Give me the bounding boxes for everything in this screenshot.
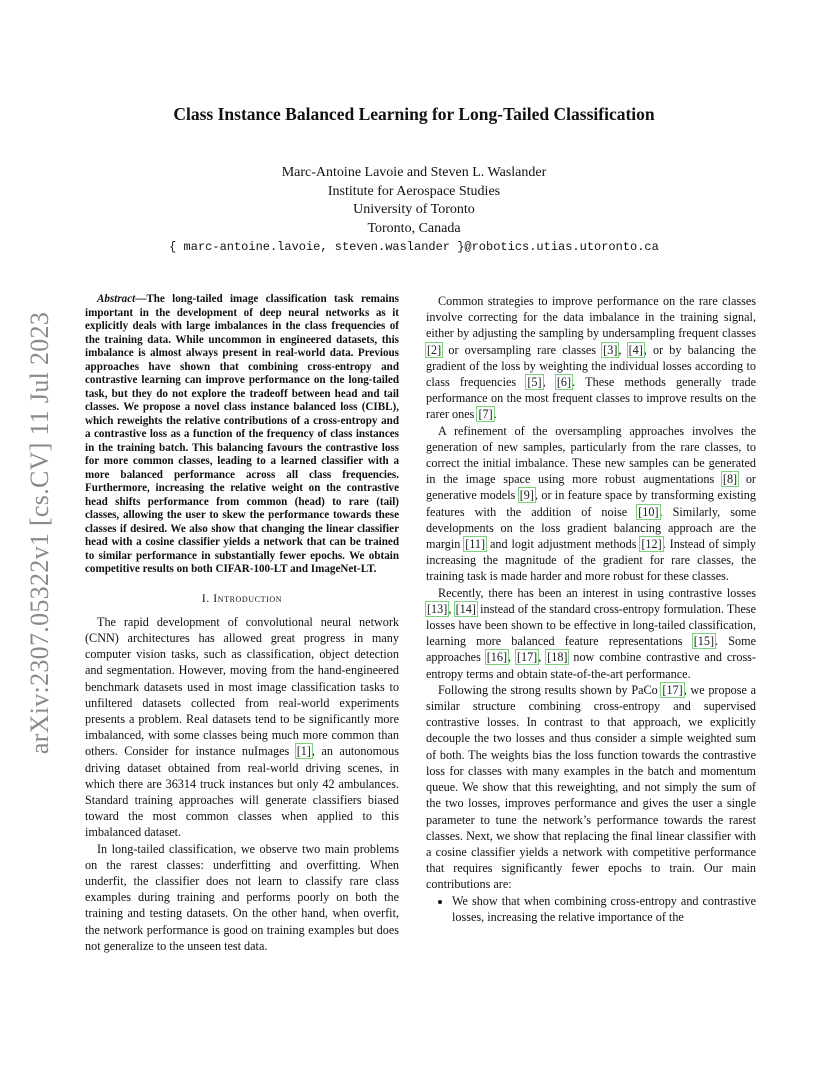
text-span: . Some approaches — [426, 634, 756, 665]
right-column — [426, 293, 756, 925]
text-span: now combine contrastive and cross-entropy terms and obtain state-of-the-art performance. — [426, 650, 756, 681]
citation-link[interactable]: [4] — [628, 342, 643, 357]
text-span: , or in feature space by transforming existing features with the addition of noise — [426, 488, 756, 519]
text-span: Recently, there has been an interest in using contrastive losses — [438, 585, 756, 600]
citation-link[interactable]: [16] — [486, 650, 508, 665]
text-span: , an autonomous driving dataset obtained from real-world driving scenes, in which there are 36314 truck instances but only 42 ambulances. Standard training approaches will generate classifiers biased toward the most common classes when applied to this imbalanced dataset. — [85, 744, 399, 840]
paper-title: Class Instance Balanced Learning for Long-Tailed Classification — [173, 104, 655, 124]
citation-link[interactable]: [6] — [556, 375, 572, 390]
citation-link[interactable]: [14] — [455, 601, 476, 616]
text-span: . These methods generally trade performance on the most frequent classes to improve results on the rarer ones — [426, 375, 756, 422]
text-span: , or by balancing the gradient of the loss by weighting the individual losses according to class frequencies — [426, 342, 756, 390]
author-block — [0, 164, 828, 257]
intro-paragraph-2: In long-tailed classification, we observe two main problems on the rarest classes: underfitting and overfitting. When underfit, the classifier does not learn to classify rare class examples during training and performs poorly on both the training and testing datasets. On the other hand, when overfit, the network performance is good on training examples but does not generalize to the unseen test data. — [85, 841, 399, 953]
text-span: , we propose a similar structure combining cross-entropy and supervised contrastive losses. In contrast to that approach, we explicitly decouple the two losses and thus consider a simple weighted sum of both. The weights bias the loss function towards the contrastive loss for classes with many examples in the batch and momentum queue. We show that this reweighting, and not simply the sum of the two losses, improves performance and gives the user a single parameter to tune the network’s performance towards the rarest classes. Next, we show that replacing the final linear classifier with a cosine classifier yields a network with competitive performance that requires significantly fewer epochs to train. Our main contributions are: — [426, 682, 756, 892]
contributions-list — [426, 893, 756, 925]
citation-link[interactable]: [13] — [427, 601, 448, 616]
intro-paragraph-1 — [85, 614, 399, 841]
text-span: A refinement of the oversampling approaches involves the generation of new samples, particularly from the rare classes, to correct the initial imbalance. These new samples can be generated in the image space using more robust augmentations — [426, 423, 756, 487]
citation-link[interactable]: [9] — [519, 488, 534, 503]
citation-link[interactable]: [8] — [722, 472, 738, 487]
contribution-item: • We show that when combining cross-entropy and contrastive losses, increasing the relative importance of the — [452, 893, 756, 925]
text-span: , — [538, 650, 547, 665]
text-span: and logit adjustment methods — [486, 537, 641, 552]
text-span: The rapid development of convolutional neural network (CNN) architectures has allowed great progress in many computer vision tasks, such as classification, object detection and segmentation. However, moving from the hand-engineered benchmark datasets used in most image classification tasks to unfiltered datasets collected from real-world experiments presents a problem. Real datasets tend to be significantly more imbalanced, with some classes being much more common than others. Consider for instance nuImages — [85, 614, 399, 759]
text-span: instead of the standard cross-entropy formulation. These losses have been shown to be effective in long-tailed classification, learning more balanced feature representations — [426, 601, 757, 649]
text-span: , — [618, 342, 628, 357]
arxiv-identifier-stamp: arXiv:2307.05322v1 [cs.CV] 11 Jul 2023 — [25, 311, 54, 755]
text-span: Common strategies to improve performance on the rare classes involve correcting for the data imbalance in the training signal, either by adjusting the sampling by undersampling frequent classes — [426, 294, 756, 341]
abstract — [85, 293, 399, 577]
text-span: or generative models — [426, 472, 756, 503]
author-names: Marc-Antoine Lavoie and Steven L. Waslander — [281, 165, 547, 180]
affiliation-institute: Institute for Aerospace Studies — [327, 183, 501, 199]
citation-link[interactable]: [17] — [516, 650, 538, 665]
abstract-text: —The long-tailed image classification task remains important in the development of deep neural networks as it explicitly deals with large imbalances in the class frequencies of the training data. While uncommon in engineered datasets, this imbalance is almost always present in real-world data. Previous approaches have shown that combining cross-entropy and contrastive learning can improve performance on the long-tailed task, but they do not explore the tradeoff between head and tail classes. We propose a novel class instance balanced loss (CIBL), which reweights the relative contributions of a cross-entropy and a contrastive loss as a function of the frequency of class instances in the training batch. This balancing favours the contrastive loss for more common classes, leading to a learned classifier with a more balanced performance across all class frequencies. Furthermore, increasing the relative weight on the contrastive head shifts performance from common (head) to rare (tail) classes, allowing the user to skew the performance towards these classes if desired. We also show that changing the linear classifier head with a cosine classifier yields a network that can be trained to similar performance in substantially fewer epochs. We obtain competitive results on both CIFAR-100-LT and ImageNet-LT. — [85, 293, 399, 575]
text-span: , — [448, 601, 455, 616]
text-span: . Instead of simply increasing the magnitude of the gradient for rare classes, the training task is made harder and more robust for these classes. — [426, 537, 756, 584]
text-span: , — [542, 375, 556, 390]
abstract-lead: Abstract — [97, 293, 136, 305]
intro-paragraph-4 — [426, 423, 756, 585]
affiliation-university: University of Toronto — [353, 202, 475, 218]
citation-link[interactable]: [12] — [641, 537, 662, 552]
citation-link[interactable]: [7] — [478, 407, 493, 422]
citation-link[interactable]: [17] — [662, 682, 683, 697]
text-span: Following the strong results shown by PaCo — [438, 682, 662, 697]
affiliation-location: Toronto, Canada — [367, 220, 461, 236]
citation-link[interactable]: [1] — [296, 744, 311, 759]
citation-link[interactable]: [15] — [693, 634, 715, 649]
citation-link[interactable]: [18] — [547, 650, 568, 665]
text-span: , — [508, 650, 516, 665]
citation-link[interactable]: [10] — [638, 504, 659, 519]
citation-link[interactable]: [2] — [427, 342, 442, 357]
intro-paragraph-3 — [426, 293, 756, 423]
citation-link[interactable]: [11] — [465, 537, 486, 552]
author-emails: { marc-antoine.lavoie, steven.waslander }@robotics.utias.utoronto.ca — [169, 240, 659, 255]
intro-paragraph-6 — [426, 682, 756, 893]
section-heading-introduction: I. Introduction — [201, 592, 283, 605]
intro-paragraph-5 — [426, 585, 756, 682]
citation-link[interactable]: [3] — [603, 342, 618, 357]
text-span: or oversampling rare classes — [442, 342, 603, 357]
text-span: . — [493, 407, 497, 422]
text-span: . Similarly, some developments on the loss gradient balancing approach are the margin — [426, 504, 756, 552]
left-column — [85, 293, 399, 954]
citation-link[interactable]: [5] — [527, 375, 542, 390]
